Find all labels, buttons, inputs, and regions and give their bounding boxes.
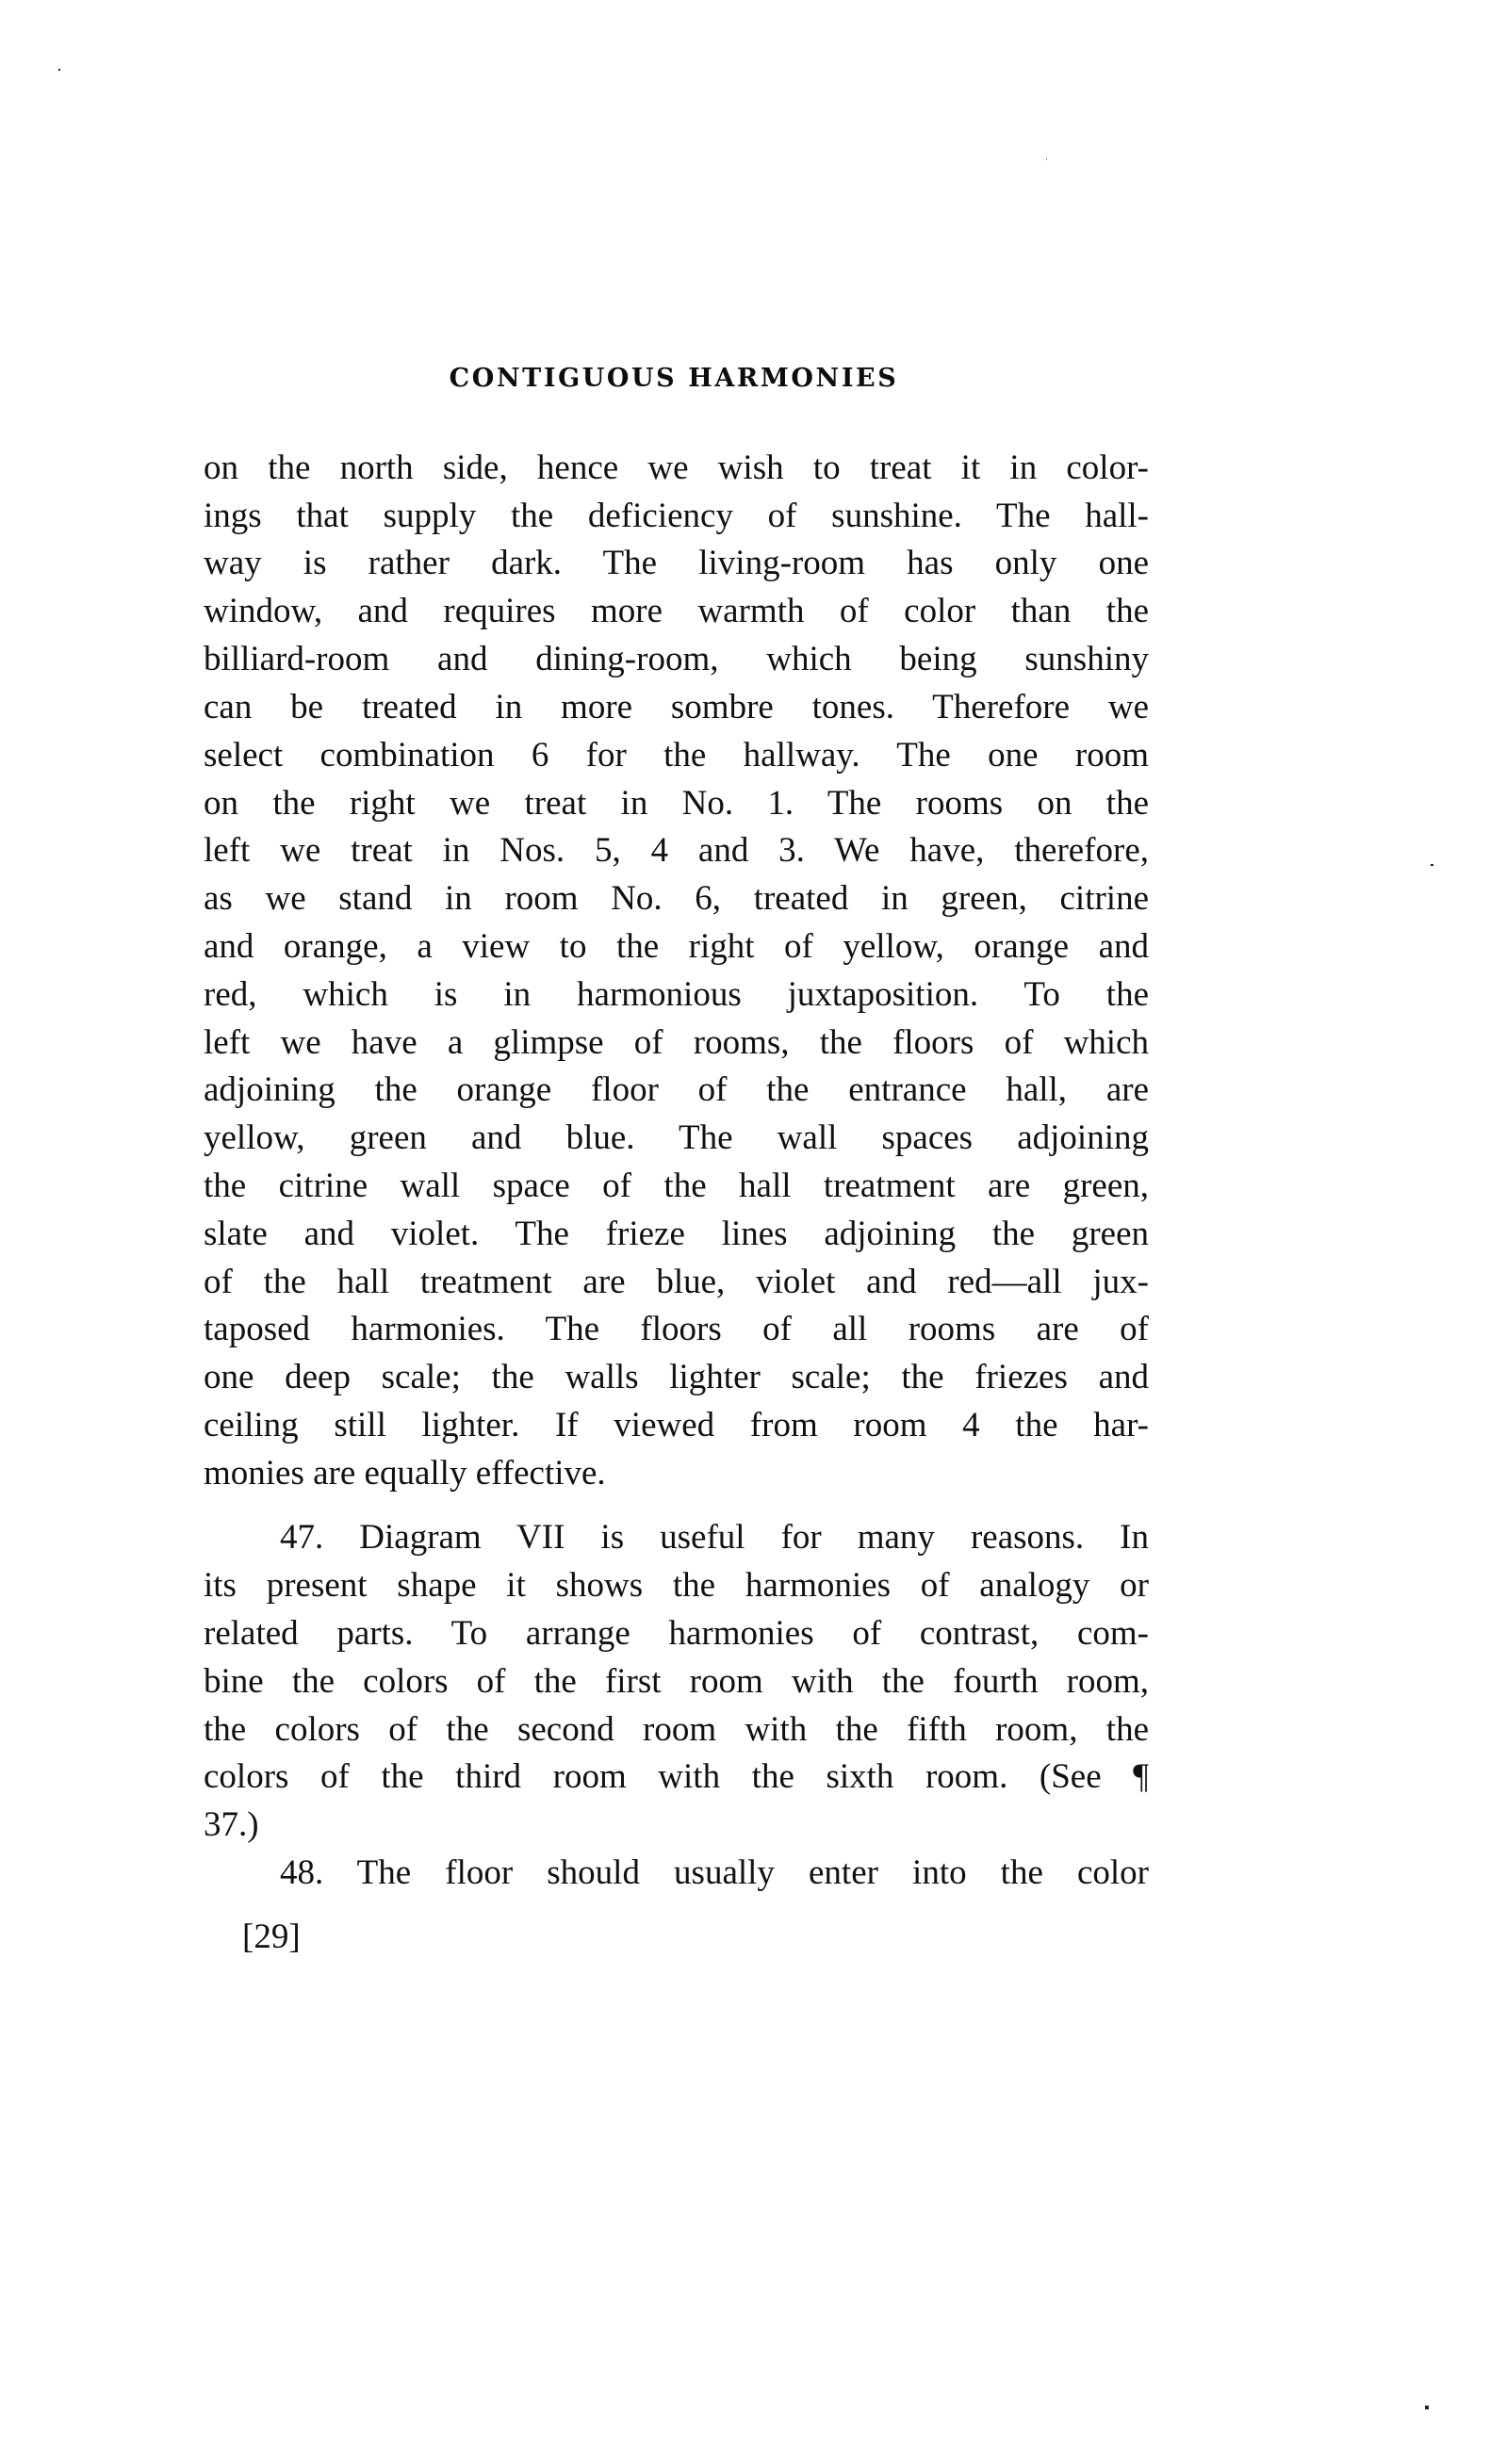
scan-speck [58,69,60,71]
text-line: colors of the third room with the sixth room. (See ¶ [204,1757,1149,1796]
text-line: way is rather dark. The living-room has only one [204,544,1149,582]
page-number: [29] [242,1917,301,1956]
text-line: adjoining the orange floor of the entrance hall, are [204,1070,1149,1109]
text-line: taposed harmonies. The floors of all rooms are of [204,1310,1149,1348]
text-line: bine the colors of the first room with the fourth room, [204,1662,1149,1701]
text-line: 48. The floor should usually enter into the color [280,1853,1149,1892]
text-line: ings that supply the deficiency of sunshine. The hall- [204,497,1149,535]
text-line: 37.) [204,1805,259,1844]
text-line: ceiling still lighter. If viewed from room 4 the har- [204,1406,1149,1444]
text-line: on the right we treat in No. 1. The rooms on the [204,784,1149,823]
text-line: red, which is in harmonious juxtaposition. To the [204,975,1149,1014]
text-line: billiard-room and dining-room, which being sunshiny [204,640,1149,678]
text-line: can be treated in more sombre tones. Therefore we [204,688,1149,726]
scan-speck [1431,864,1433,866]
text-line: of the hall treatment are blue, violet and red—all jux- [204,1263,1149,1301]
text-line: window, and requires more warmth of color than the [204,592,1149,630]
text-line: yellow, green and blue. The wall spaces adjoining [204,1118,1149,1157]
text-line: left we have a glimpse of rooms, the floors of which [204,1023,1149,1062]
text-line: select combination 6 for the hallway. The one room [204,736,1149,775]
text-line: the citrine wall space of the hall treatment are green, [204,1167,1149,1205]
scan-speck [1425,2406,1429,2409]
text-line: 47. Diagram VII is useful for many reasons. In [280,1518,1149,1557]
text-line: as we stand in room No. 6, treated in green, citrine [204,879,1149,918]
text-line: monies are equally effective. [204,1454,606,1493]
running-head: CONTIGUOUS HARMONIES [449,364,899,393]
text-line: and orange, a view to the right of yellow, orange and [204,927,1149,966]
text-line: left we treat in Nos. 5, 4 and 3. We have, therefore, [204,831,1149,870]
text-line: the colors of the second room with the fifth room, the [204,1710,1149,1749]
text-line: slate and violet. The frieze lines adjoining the green [204,1215,1149,1253]
text-line: related parts. To arrange harmonies of contrast, com- [204,1614,1149,1653]
text-line: on the north side, hence we wish to treat it in color- [204,449,1149,487]
text-line: its present shape it shows the harmonies of analogy or [204,1566,1149,1605]
scan-speck [1046,158,1047,160]
text-line: one deep scale; the walls lighter scale; the friezes and [204,1358,1149,1396]
